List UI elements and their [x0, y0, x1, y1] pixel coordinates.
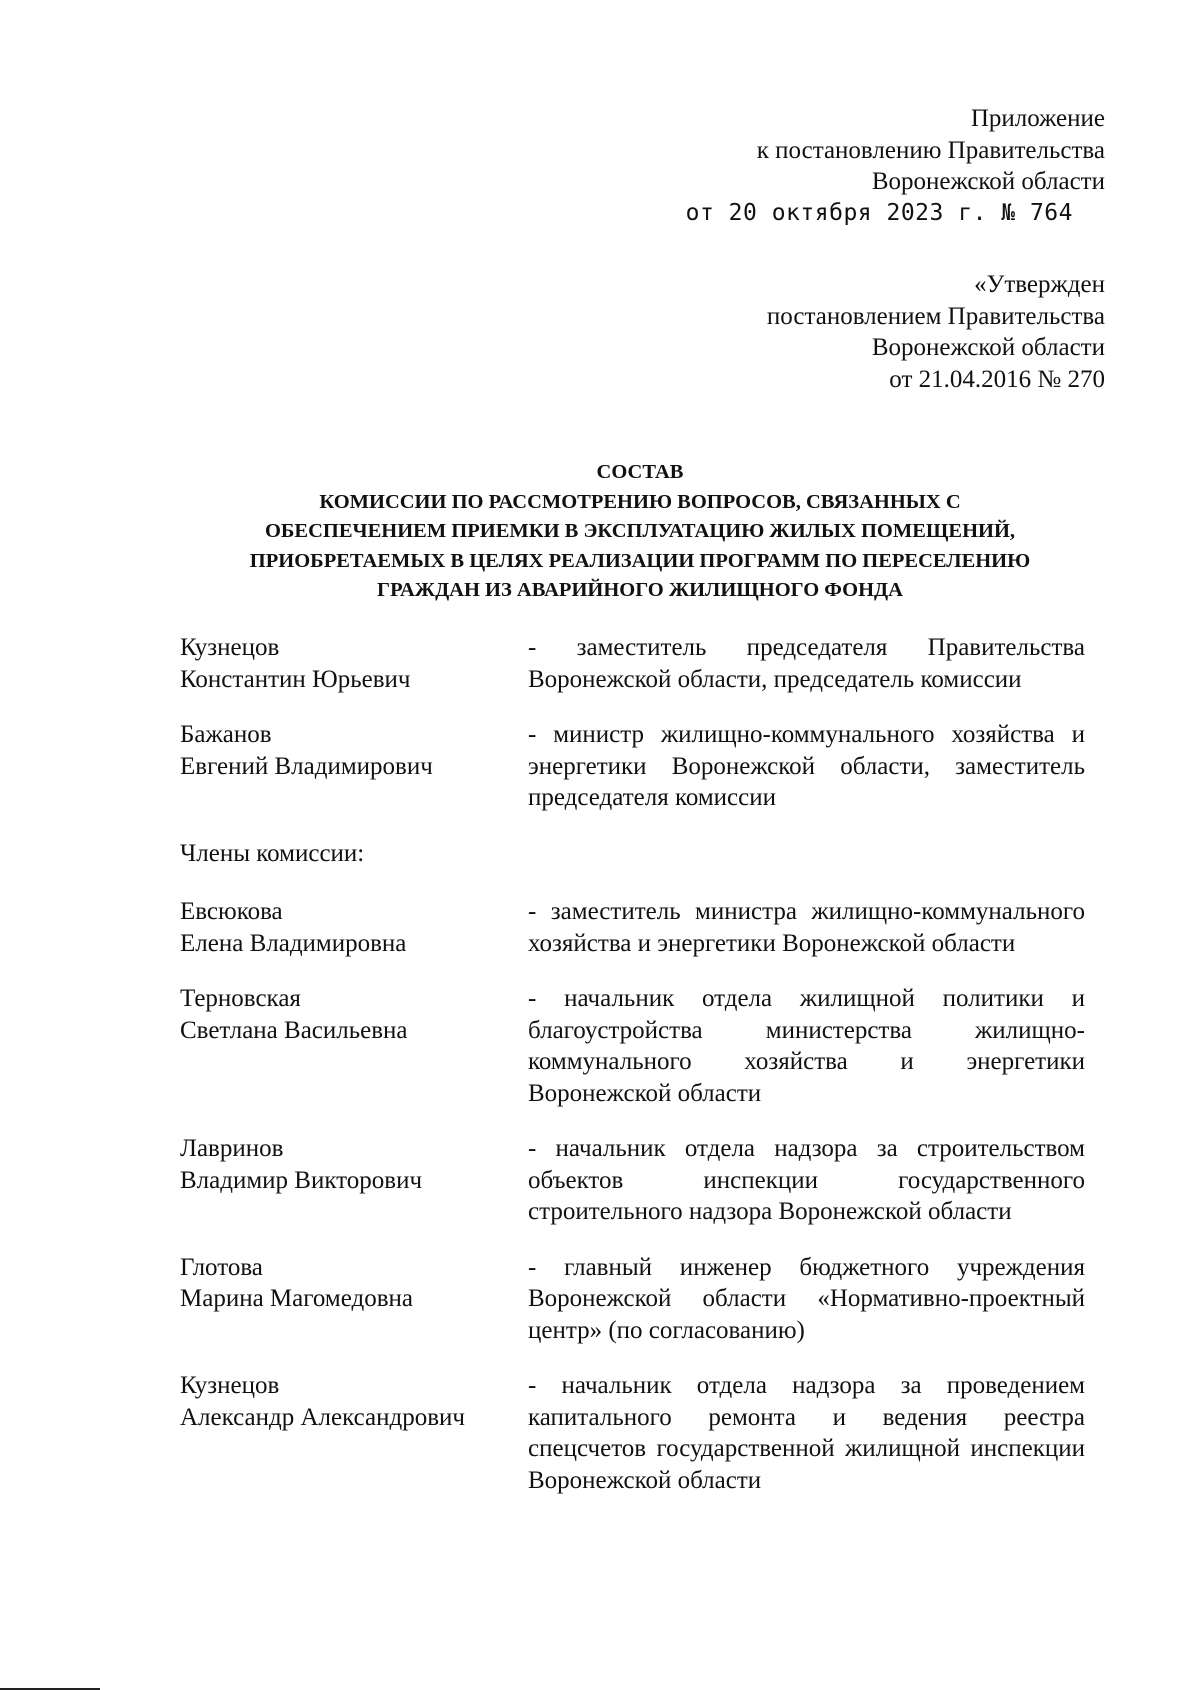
member-surname: Кузнецов [180, 1372, 280, 1399]
member-name [180, 983, 528, 1109]
member-name [180, 1133, 528, 1228]
title-line-4: ПРИОБРЕТАЕМЫХ В ЦЕЛЯХ РЕАЛИЗАЦИИ ПРОГРАММ ПО ПЕРЕСЕЛЕНИЮ [249, 549, 1031, 572]
member-surname: Глотова [180, 1253, 263, 1281]
members-section-label: Члены комиссии: [180, 839, 365, 867]
member-name [180, 632, 528, 695]
member-given-names: Светлана Васильевна [180, 1016, 408, 1044]
title-line-3: ОБЕСПЕЧЕНИЕМ ПРИЕМКИ В ЭКСПЛУАТАЦИЮ ЖИЛЫХ ПОМЕЩЕНИЙ, [264, 520, 1016, 542]
member-given-names: Александр Александрович [180, 1403, 465, 1431]
member-role: - начальник отдела надзора за проведением капитального ремонта и ведения реестра спецсчетов государственной жилищной инспекции Воронежской области [528, 1372, 1085, 1494]
member-surname: Кузнецов [180, 634, 280, 661]
title-line-2: КОМИССИИ ПО РАССМОТРЕНИЮ ВОПРОСОВ, СВЯЗАННЫХ С [319, 490, 961, 513]
member-role: - начальник отдела надзора за строительством объектов инспекции государственного строительного надзора Воронежской области [528, 1135, 1085, 1225]
member-row [180, 896, 1120, 959]
member-row [180, 719, 1120, 814]
appendix-date-number: от 20 октября 2023 г. № 764 [685, 199, 1073, 226]
member-given-names: Владимир Викторович [180, 1166, 423, 1194]
member-role: - министр жилищно-коммунального хозяйства и энергетики Воронежской области, заместитель председателя комиссии [528, 721, 1085, 811]
member-row [180, 1252, 1120, 1347]
member-role: - начальник отдела жилищной политики и благоустройства министерства жилищно-коммунального хозяйства и энергетики Воронежской области [528, 985, 1085, 1107]
appendix-line-2: к постановлению Правительства [756, 136, 1105, 164]
member-name [180, 1370, 528, 1496]
approved-line-1: «Утвержден [974, 271, 1105, 298]
commission-list [180, 632, 1120, 1496]
title-line-5: ГРАЖДАН ИЗ АВАРИЙНОГО ЖИЛИЩНОГО ФОНДА [377, 579, 903, 601]
member-row [180, 1370, 1120, 1496]
member-name [180, 1252, 528, 1347]
title-line-1: СОСТАВ [596, 461, 684, 483]
member-given-names: Евгений Владимирович [180, 752, 433, 780]
member-row [180, 1133, 1120, 1228]
member-given-names: Елена Владимировна [180, 929, 407, 957]
member-surname: Евсюкова [180, 898, 283, 925]
document-title [160, 458, 1120, 606]
member-name [180, 896, 528, 959]
member-given-names: Константин Юрьевич [180, 665, 411, 693]
appendix-line-1: Приложение [970, 105, 1105, 132]
member-given-names: Марина Магомедовна [180, 1285, 413, 1312]
appendix-line-3: Воронежской области [871, 168, 1105, 195]
member-row [180, 983, 1120, 1109]
approved-line-2: постановлением Правительства [766, 302, 1105, 330]
member-surname: Лавринов [180, 1135, 284, 1162]
approved-line-3: Воронежской области [871, 334, 1105, 361]
approved-date-number: от 21.04.2016 № 270 [889, 365, 1105, 393]
member-role: - главный инженер бюджетного учреждения Воронежской области «Нормативно-проектный центр» (по согласованию) [528, 1253, 1085, 1344]
member-surname: Бажанов [180, 721, 272, 748]
approved-header [767, 269, 1105, 395]
member-name [180, 719, 528, 814]
member-role: - заместитель министра жилищно-коммунального хозяйства и энергетики Воронежской области [528, 898, 1085, 957]
member-role: - заместитель председателя Правительства Воронежской области, председатель комиссии [528, 634, 1085, 693]
appendix-header [686, 103, 1105, 229]
member-surname: Терновская [180, 985, 301, 1012]
member-row [180, 632, 1120, 695]
